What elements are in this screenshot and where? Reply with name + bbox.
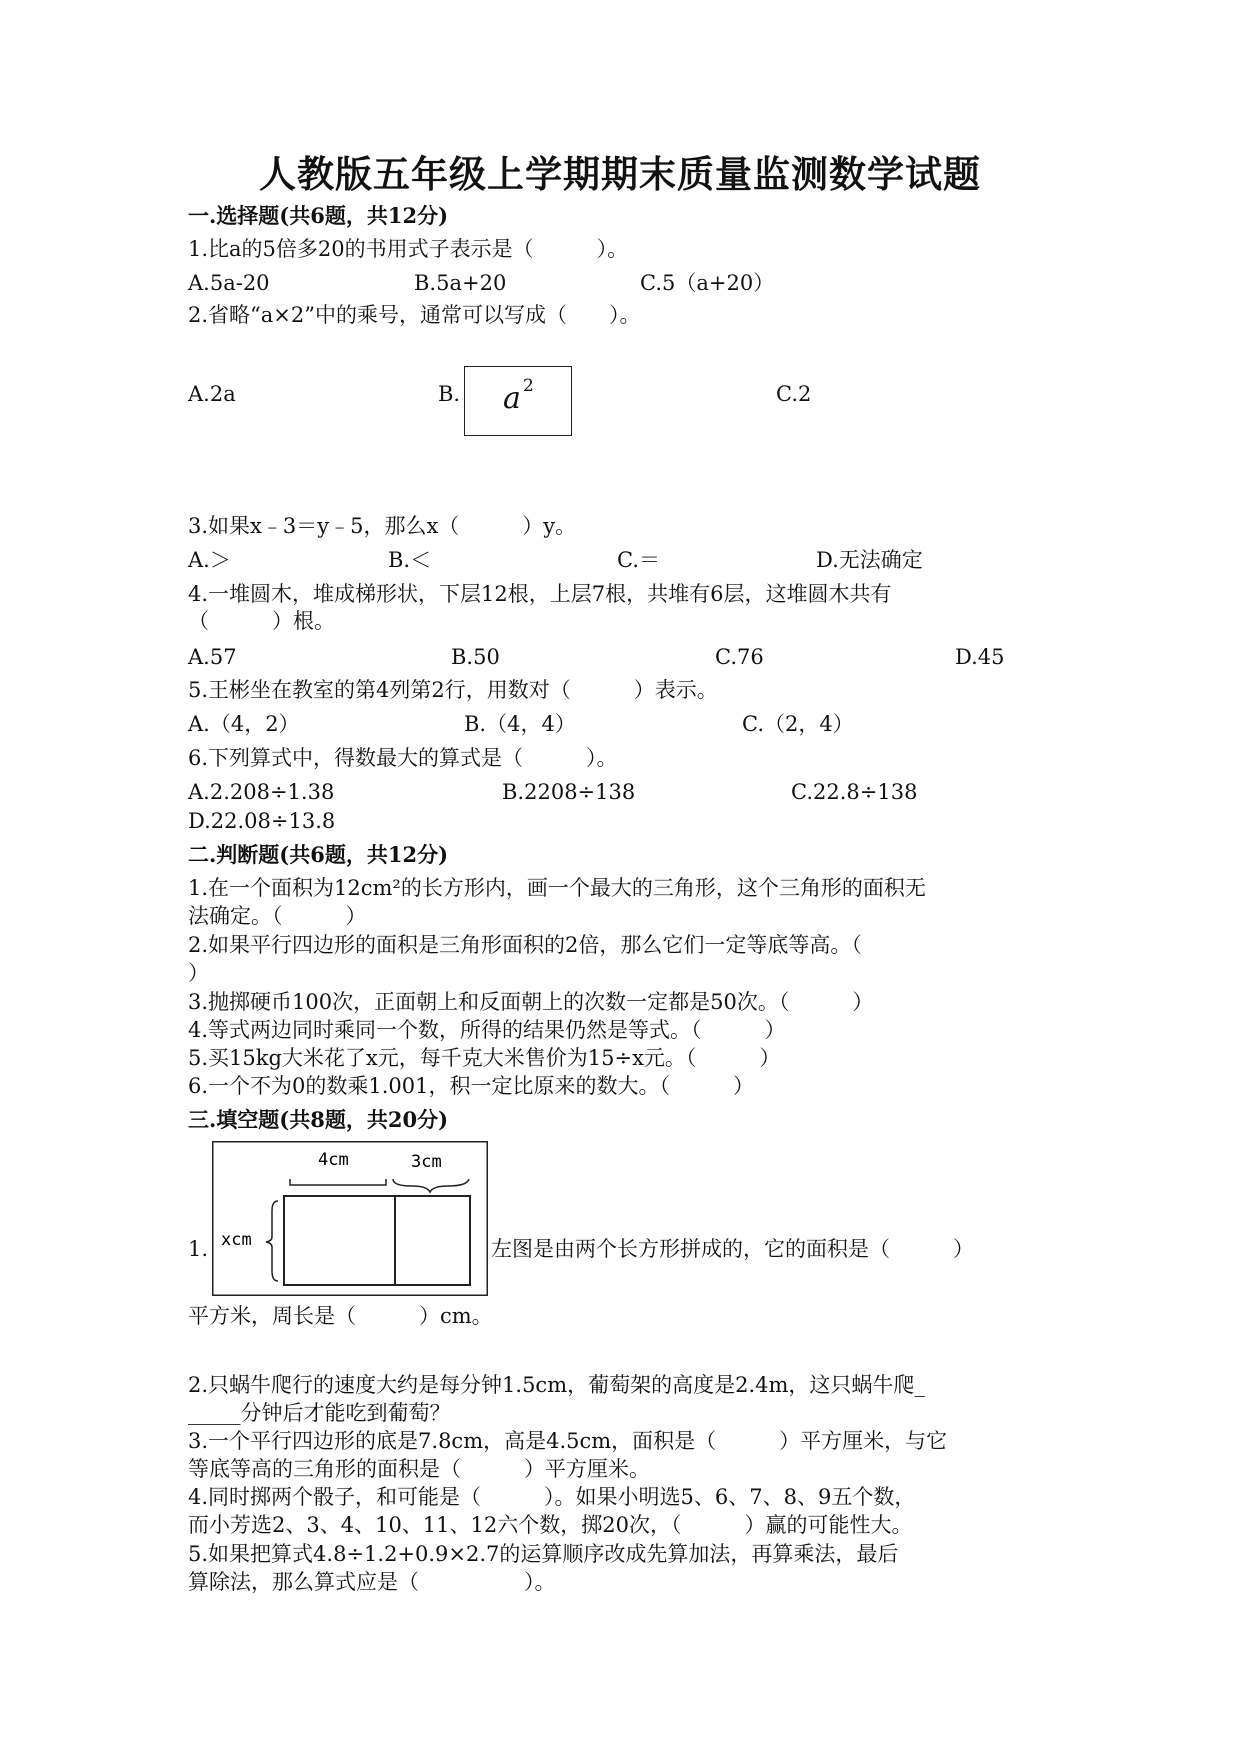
question-text: 1.比a的5倍多20的书用式子表示是（ ）。 [188, 237, 629, 261]
option: D.无法确定 [816, 548, 923, 572]
expression-exponent: 2 [523, 376, 534, 396]
option: A.57 [188, 645, 237, 669]
option: C.（2，4） [742, 712, 854, 736]
rectangles-figure [212, 1141, 488, 1296]
section-heading-judge: 二.判断题(共6题，共12分) [188, 842, 449, 867]
question-text: 2.只蜗牛爬行的速度大约是每分钟1.5cm，葡萄架的高度是2.4m，这只蜗牛爬_ [188, 1373, 925, 1397]
option: A.＞ [188, 548, 231, 572]
question-text-cont: 而小芳选2、3、4、10、11、12六个数，掷20次，（ ）赢的可能性大。 [188, 1513, 913, 1537]
option: A.（4，2） [188, 712, 300, 736]
question-text-cont: 算除法，那么算式应是（ ）。 [188, 1570, 556, 1594]
page-title: 人教版五年级上学期期末质量监测数学试题 [259, 152, 981, 196]
option: A.2.208÷1.38 [188, 780, 335, 804]
option: A.5a-20 [188, 271, 270, 295]
option: B.（4，4） [464, 712, 576, 736]
label-4cm: 4cm [318, 1150, 349, 1170]
option: B.50 [451, 645, 500, 669]
label-3cm: 3cm [411, 1152, 442, 1172]
question-number: 1. [188, 1237, 209, 1261]
question-text: 5.王彬坐在教室的第4列第2行，用数对（ ）表示。 [188, 678, 718, 702]
question-text: 6.一个不为0的数乘1.001，积一定比原来的数大。（ ） [188, 1074, 755, 1098]
question-text: 5.如果把算式4.8÷1.2+0.9×2.7的运算顺序改成先算加法，再算乘法，最后 [188, 1542, 899, 1566]
option: C.5（a+20） [640, 271, 775, 295]
option: B. [438, 382, 461, 406]
question-text-cont: ） [188, 961, 209, 985]
option: D.45 [955, 645, 1005, 669]
option: A.2a [188, 382, 236, 406]
question-text-cont: _____分钟后才能吃到葡萄？ [188, 1401, 451, 1425]
label-xcm: xcm [221, 1230, 252, 1250]
section-heading-choice: 一.选择题(共6题，共12分) [188, 203, 449, 228]
question-text-cont: 法确定。（ ） [188, 904, 367, 928]
question-text: 3.抛掷硬币100次，正面朝上和反面朝上的次数一定都是50次。（ ） [188, 990, 874, 1014]
question-text: 左图是由两个长方形拼成的，它的面积是（ ） [491, 1237, 974, 1261]
question-text: 2.如果平行四边形的面积是三角形面积的2倍，那么它们一定等底等高。（ [188, 933, 862, 957]
question-text: 1.在一个面积为12cm²的长方形内，画一个最大的三角形，这个三角形的面积无 [188, 876, 926, 900]
expression-base: a [503, 381, 521, 416]
question-text-cont: 平方米，周长是（ ）cm。 [188, 1304, 493, 1328]
question-text: 6.下列算式中，得数最大的算式是（ ）。 [188, 746, 618, 770]
question-text: 4.同时掷两个骰子，和可能是（ ）。如果小明选5、6、7、8、9五个数， [188, 1485, 916, 1509]
option-b-image-box [464, 366, 572, 436]
option: B.2208÷138 [502, 780, 636, 804]
option: B.5a+20 [414, 271, 507, 295]
question-text: 5.买15kg大米花了x元，每千克大米售价为15÷x元。（ ） [188, 1046, 781, 1070]
question-text: 4.等式两边同时乘同一个数，所得的结果仍然是等式。（ ） [188, 1018, 786, 1042]
question-text: 4.一堆圆木，堆成梯形状，下层12根，上层7根，共堆有6层，这堆圆木共有 [188, 582, 892, 606]
question-text-cont: （ ）根。 [188, 609, 335, 633]
option: C.＝ [617, 548, 660, 572]
option: D.22.08÷13.8 [188, 809, 336, 833]
question-text: 3.如果x﹣3＝y﹣5，那么x（ ）y。 [188, 514, 577, 538]
option: B.＜ [388, 548, 432, 572]
option: C.76 [715, 645, 764, 669]
section-heading-fill: 三.填空题(共8题，共20分) [188, 1107, 449, 1132]
option: C.2 [776, 382, 812, 406]
question-text: 3.一个平行四边形的底是7.8cm，高是4.5cm，面积是（ ）平方厘米，与它 [188, 1429, 948, 1453]
option: C.22.8÷138 [791, 780, 918, 804]
question-text-cont: 等底等高的三角形的面积是（ ）平方厘米。 [188, 1457, 650, 1481]
question-text: 2.省略“a×2”中的乘号，通常可以写成（ ）。 [188, 303, 641, 327]
